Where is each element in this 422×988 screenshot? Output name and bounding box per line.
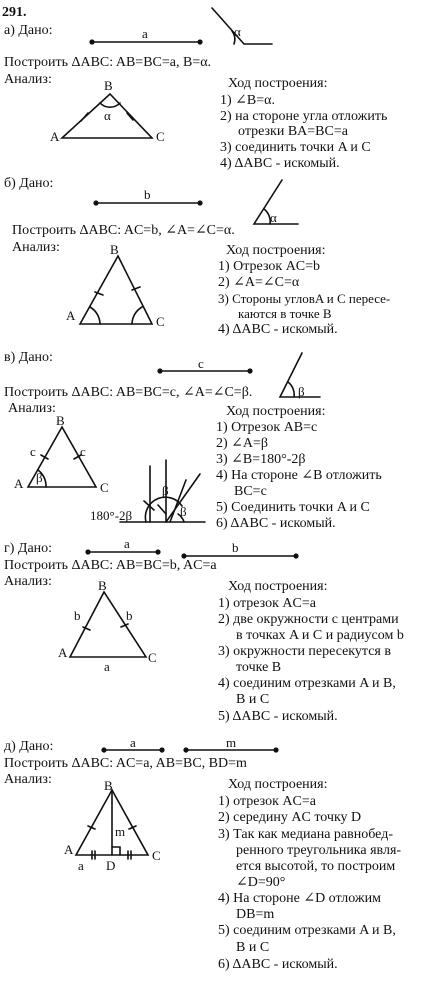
segment-endpoint bbox=[198, 40, 202, 44]
segment-endpoint bbox=[294, 554, 298, 558]
part-b-steps-title: Ход построения: bbox=[226, 243, 326, 258]
part-g-step: 5) ΔABC - искомый. bbox=[218, 709, 338, 724]
part-d-step: 2) середину AC точку D bbox=[218, 810, 362, 825]
part-v-analysis: Анализ: bbox=[8, 401, 56, 416]
vertex-label: A bbox=[58, 645, 68, 660]
part-a-step: 1) ∠B=α. bbox=[220, 93, 275, 108]
construction-arc bbox=[145, 497, 182, 522]
part-a-step: 4) ΔABC - искомый. bbox=[220, 156, 340, 171]
part-v-steps-title: Ход построения: bbox=[226, 404, 326, 419]
part-d-given: д) Дано: bbox=[4, 739, 54, 754]
angle-label: β bbox=[162, 483, 169, 498]
part-v-step: 5) Соединить точки A и C bbox=[216, 500, 370, 515]
part-v-step: 2) ∠A=β bbox=[216, 436, 269, 451]
vertex-label: A bbox=[64, 842, 74, 857]
side-label: m bbox=[115, 824, 126, 839]
part-v-task: Построить ΔABC: AB=BC=c, ∠A=∠C=β. bbox=[4, 385, 253, 400]
part-a-step: 2) на стороне угла отложить bbox=[220, 109, 388, 124]
angle-label: α bbox=[104, 108, 111, 123]
part-g-step: 2) две окружности с центрами bbox=[218, 612, 399, 627]
angle-label: β bbox=[180, 504, 187, 519]
vertex-label: C bbox=[156, 314, 165, 329]
segment-endpoint bbox=[274, 748, 278, 752]
angle-arc bbox=[288, 382, 294, 397]
vertex-label: C bbox=[152, 848, 161, 863]
side-label: a bbox=[104, 659, 110, 674]
segment-endpoint bbox=[158, 369, 162, 373]
segment-endpoint bbox=[160, 748, 164, 752]
part-b-analysis: Анализ: bbox=[12, 240, 60, 255]
vertex-label: B bbox=[98, 578, 107, 593]
part-g-analysis: Анализ: bbox=[4, 574, 52, 589]
part-g-steps-title: Ход построения: bbox=[228, 579, 328, 594]
given-label: a bbox=[142, 26, 148, 41]
part-g-step: 1) отрезок AC=a bbox=[218, 596, 316, 611]
part-g-given: г) Дано: bbox=[4, 541, 53, 556]
vertex-label: A bbox=[50, 129, 60, 144]
part-a-steps-title: Ход построения: bbox=[228, 76, 328, 91]
given-label: β bbox=[298, 384, 305, 399]
part-b-step: 3) Стороны угловA и C пересе- bbox=[218, 291, 391, 306]
vertex-label: B bbox=[104, 778, 113, 793]
vertex-label: C bbox=[100, 480, 109, 495]
vertex-label: B bbox=[56, 413, 65, 428]
segment-endpoint bbox=[198, 201, 202, 205]
part-g-step: точке B bbox=[236, 660, 282, 675]
part-g-task: Построить ΔABC: AB=BC=b, AC=a bbox=[4, 558, 217, 573]
side-label: c bbox=[30, 444, 36, 459]
vertex-label: A bbox=[14, 476, 24, 491]
part-d-step: B и C bbox=[236, 940, 270, 955]
part-v-step: 3) ∠B=180°-2β bbox=[216, 452, 306, 467]
part-v-step: BC=c bbox=[234, 484, 267, 499]
part-b-step: 1) Отрезок AC=b bbox=[218, 259, 321, 274]
part-g-step: в точках A и C и радиусом b bbox=[236, 628, 404, 643]
part-g-step: 3) окружности пересекутся в bbox=[218, 644, 391, 659]
part-a-given: а) Дано: bbox=[4, 23, 53, 38]
segment-endpoint bbox=[156, 550, 160, 554]
part-b-step: 4) ΔABC - искомый. bbox=[218, 322, 338, 337]
part-d-step: ренного треугольника явля- bbox=[236, 843, 402, 858]
segment-endpoint bbox=[86, 550, 90, 554]
vertex-label: C bbox=[148, 650, 157, 665]
problem-number: 291. bbox=[2, 5, 27, 20]
part-b-task: Построить ΔABC: AC=b, ∠A=∠C=α. bbox=[12, 223, 235, 238]
vertex-label: B bbox=[104, 78, 113, 93]
given-label: c bbox=[198, 356, 204, 371]
side-label: b bbox=[74, 608, 81, 623]
angle-label: 180°-2β bbox=[90, 508, 133, 523]
part-a-task: Построить ΔABC: AB=BC=a, B=α. bbox=[4, 55, 212, 70]
part-d-step: ∠D=90° bbox=[236, 875, 286, 890]
vertex-label: C bbox=[156, 129, 165, 144]
part-d-step: 5) соединим отрезками A и B, bbox=[218, 923, 396, 938]
part-v-step: 1) Отрезок AB=c bbox=[216, 420, 318, 435]
part-v-step: 6) ΔABC - искомый. bbox=[216, 516, 336, 531]
given-label: a bbox=[130, 735, 136, 750]
triangle-g bbox=[70, 592, 146, 657]
given-label: m bbox=[226, 735, 237, 750]
side-label: b bbox=[126, 608, 133, 623]
part-d-step: ется высотой, то построим bbox=[236, 859, 396, 874]
tick-mark bbox=[158, 505, 166, 514]
part-a-analysis: Анализ: bbox=[4, 72, 52, 87]
part-d-steps-title: Ход построения: bbox=[228, 777, 328, 792]
part-a-step: 3) соединить точки A и C bbox=[220, 140, 371, 155]
vertex-label: A bbox=[66, 308, 76, 323]
segment-endpoint bbox=[90, 40, 94, 44]
given-angle-alpha bbox=[212, 8, 272, 44]
angle-label: β bbox=[36, 470, 43, 485]
part-d-analysis: Анализ: bbox=[4, 772, 52, 787]
segment-endpoint bbox=[102, 748, 106, 752]
vertex-label: B bbox=[110, 242, 119, 257]
segment-endpoint bbox=[94, 201, 98, 205]
vertex-label: D bbox=[106, 858, 116, 873]
part-v-step: 4) На стороне ∠B отложить bbox=[216, 468, 382, 483]
tick-mark bbox=[81, 113, 88, 121]
angle-arc-a bbox=[90, 307, 100, 324]
part-d-step: 6) ΔABC - искомый. bbox=[218, 957, 338, 972]
part-g-step: 4) соединим отрезками A и B, bbox=[218, 676, 396, 691]
given-label: a bbox=[124, 536, 130, 551]
given-label: α bbox=[270, 210, 277, 225]
given-label: α bbox=[234, 24, 241, 39]
part-b-step: каются в точке B bbox=[238, 306, 332, 321]
right-angle-mark bbox=[112, 847, 120, 855]
given-label: b bbox=[144, 187, 151, 202]
part-a-step: отрезки BA=BC=a bbox=[238, 124, 348, 139]
given-label: b bbox=[232, 540, 239, 555]
part-d-task: Построить ΔABC: AC=a, AB=BC, BD=m bbox=[4, 756, 247, 771]
segment-endpoint bbox=[182, 554, 186, 558]
segment-endpoint bbox=[248, 369, 252, 373]
side-label: c bbox=[80, 444, 86, 459]
angle-arc-c bbox=[132, 307, 142, 324]
angle-arc-b bbox=[100, 103, 120, 107]
part-d-step: 4) На стороне ∠D отложим bbox=[218, 891, 381, 906]
part-g-step: B и C bbox=[236, 692, 270, 707]
part-b-step: 2) ∠A=∠C=α bbox=[218, 275, 300, 290]
part-d-step: DB=m bbox=[236, 907, 275, 922]
triangle-b bbox=[80, 256, 152, 324]
part-d-step: 3) Так как медиана равнобед- bbox=[218, 827, 393, 842]
part-d-step: 1) отрезок AC=a bbox=[218, 794, 316, 809]
side-label: a bbox=[78, 858, 84, 873]
part-v-given: в) Дано: bbox=[4, 350, 53, 365]
segment-endpoint bbox=[184, 748, 188, 752]
part-b-given: б) Дано: bbox=[4, 176, 54, 191]
